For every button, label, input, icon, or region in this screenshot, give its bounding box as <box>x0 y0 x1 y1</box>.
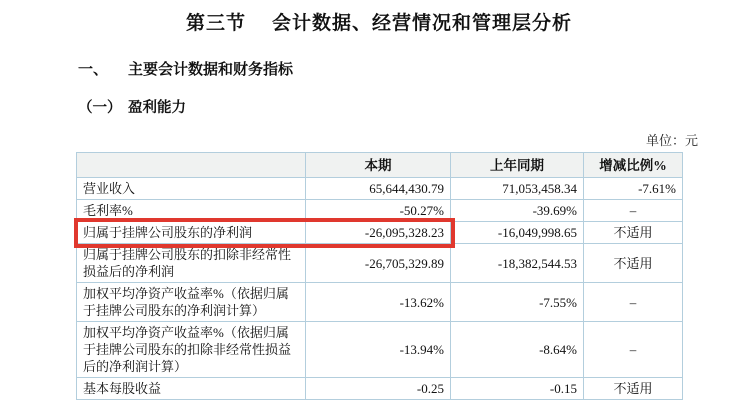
section-label: 主要会计数据和财务指标 <box>128 61 294 78</box>
prior-period-value: -7.55% <box>451 283 584 322</box>
current-period-value: -26,095,328.23 <box>306 222 451 244</box>
page-title-section-no: 第三节 <box>185 13 246 34</box>
change-ratio-value: 不适用 <box>584 378 683 400</box>
change-ratio-value: 不适用 <box>584 244 683 283</box>
table-row <box>77 200 683 222</box>
unit-label: 单位：元 <box>645 133 698 148</box>
table-row <box>77 178 683 200</box>
indicator-label: 毛利率% <box>77 200 306 222</box>
section-heading-main-indicators <box>78 58 293 79</box>
change-ratio-value: 不适用 <box>584 222 683 244</box>
col-header-current-period: 本期 <box>306 153 451 178</box>
current-period-value: -0.25 <box>306 378 451 400</box>
table-row <box>77 244 683 283</box>
subsection-label: 盈利能力 <box>128 100 186 116</box>
indicator-label: 加权平均净资产收益率%（依据归属于挂牌公司股东的扣除非经常性损益后的净利润计算） <box>77 322 306 378</box>
table-row <box>77 283 683 322</box>
prior-period-value: -0.15 <box>451 378 584 400</box>
prior-period-value: -16,049,998.65 <box>451 222 584 244</box>
col-header-change-ratio: 增减比例% <box>584 153 683 178</box>
prior-period-value: -8.64% <box>451 322 584 378</box>
section-number: 一、 <box>78 61 109 78</box>
indicator-label: 归属于挂牌公司股东的扣除非经常性损益后的净利润 <box>77 244 306 283</box>
change-ratio-value: – <box>584 200 683 222</box>
current-period-value: -50.27% <box>306 200 451 222</box>
change-ratio-value: -7.61% <box>584 178 683 200</box>
col-header-indicator <box>77 153 306 178</box>
current-period-value: -26,705,329.89 <box>306 244 451 283</box>
indicator-label: 基本每股收益 <box>77 378 306 400</box>
prior-period-value: 71,053,458.34 <box>451 178 584 200</box>
subsection-number: （一） <box>78 100 122 116</box>
table-header-row <box>77 153 683 178</box>
page-title <box>76 8 682 35</box>
prior-period-value: -18,382,544.53 <box>451 244 584 283</box>
indicator-label: 加权平均净资产收益率%（依据归属于挂牌公司股东的净利润计算） <box>77 283 306 322</box>
table-row <box>77 378 683 400</box>
table-row <box>77 322 683 378</box>
indicator-label: 归属于挂牌公司股东的净利润 <box>77 222 306 244</box>
page-title-text: 会计数据、经营情况和管理层分析 <box>272 13 573 34</box>
current-period-value: -13.62% <box>306 283 451 322</box>
section-heading-profitability <box>78 96 186 117</box>
indicator-label: 营业收入 <box>77 178 306 200</box>
current-period-value: -13.94% <box>306 322 451 378</box>
change-ratio-value: – <box>584 283 683 322</box>
col-header-prior-period: 上年同期 <box>451 153 584 178</box>
current-period-value: 65,644,430.79 <box>306 178 451 200</box>
prior-period-value: -39.69% <box>451 200 584 222</box>
financial-indicators-table <box>76 152 683 400</box>
table-row <box>77 222 683 244</box>
change-ratio-value: – <box>584 322 683 378</box>
